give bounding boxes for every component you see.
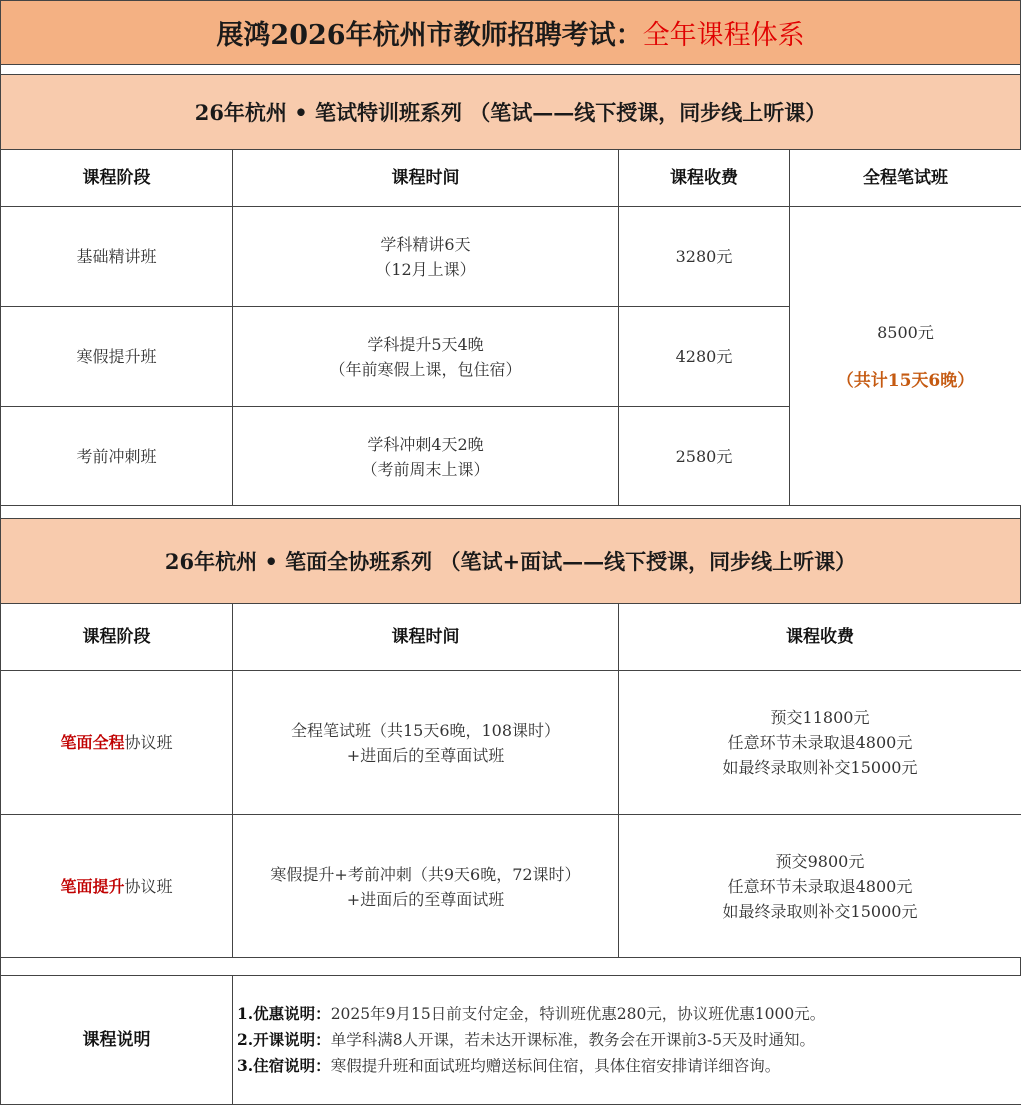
column-header: 课程收费 xyxy=(619,150,790,207)
course-stage: 考前冲刺班 xyxy=(1,407,233,507)
course-time-line: 学科冲刺4天2晚 xyxy=(367,434,484,454)
note-item xyxy=(237,1001,1021,1027)
course-time xyxy=(233,671,619,815)
table-header-row xyxy=(1,604,1021,671)
column-header: 课程时间 xyxy=(233,604,619,671)
course-fee xyxy=(619,815,1021,959)
course-stage: 基础精讲班 xyxy=(1,207,233,307)
course-time xyxy=(233,207,619,307)
course-time xyxy=(233,407,619,507)
notes-content xyxy=(233,976,1021,1105)
column-header: 全程笔试班 xyxy=(790,150,1021,207)
course-time-note: （12月上课） xyxy=(375,259,476,279)
page-title: 展鸿2026年杭州市教师招聘考试： xyxy=(216,20,643,51)
column-header: 课程阶段 xyxy=(1,150,233,207)
note-title: 1.优惠说明： xyxy=(237,1004,331,1023)
full-course-note: （共计15天6晚） xyxy=(836,370,975,391)
column-header: 课程阶段 xyxy=(1,604,233,671)
note-text: 寒假提升班和面试班均赠送标间住宿，具体住宿安排请详细咨询。 xyxy=(330,1057,781,1075)
column-header: 课程收费 xyxy=(619,604,1021,671)
fee-line: 任意环节未录取退4800元 xyxy=(727,877,913,896)
section-title-written-training xyxy=(0,74,1021,150)
table-row xyxy=(1,671,1021,815)
section-title-full-agreement xyxy=(0,518,1021,604)
course-stage xyxy=(1,815,233,959)
stage-highlight: 笔面提升 xyxy=(60,877,125,896)
course-time xyxy=(233,815,619,959)
course-fee: 4280元 xyxy=(619,307,790,407)
full-agreement-table xyxy=(0,603,1021,959)
fee-line: 如最终录取则补交15000元 xyxy=(722,902,918,921)
course-time-line: 学科精讲6天 xyxy=(380,234,471,254)
note-text: 单学科满8人开课，若未达开课标准，教务会在开课前3-5天及时通知。 xyxy=(330,1031,816,1049)
spacer-row xyxy=(0,957,1021,976)
note-title: 2.开课说明： xyxy=(237,1030,331,1049)
stage-suffix: 协议班 xyxy=(124,877,173,896)
course-fee: 3280元 xyxy=(619,207,790,307)
page-header xyxy=(0,0,1021,65)
course-time-line: +进面后的至尊面试班 xyxy=(346,889,505,909)
course-time-note: （年前寒假上课，包住宿） xyxy=(329,359,522,379)
course-stage xyxy=(1,671,233,815)
note-item xyxy=(237,1027,1021,1053)
written-training-table xyxy=(0,149,1021,507)
stage-highlight: 笔面全程 xyxy=(60,733,125,752)
page-title-accent: 全年课程体系 xyxy=(642,20,805,51)
course-time-line: 全程笔试班（共15天6晚，108课时） xyxy=(290,720,561,740)
full-course-cell xyxy=(790,207,1021,507)
note-title: 3.住宿说明： xyxy=(237,1056,331,1075)
notes-label: 课程说明 xyxy=(1,976,233,1105)
course-time xyxy=(233,307,619,407)
note-item xyxy=(237,1053,1021,1079)
course-time-line: +进面后的至尊面试班 xyxy=(346,745,505,765)
fee-line: 预交11800元 xyxy=(770,708,870,727)
fee-line: 任意环节未录取退4800元 xyxy=(727,733,913,752)
note-text: 2025年9月15日前支付定金，特训班优惠280元，协议班优惠1000元。 xyxy=(330,1005,826,1023)
course-fee xyxy=(619,671,1021,815)
full-course-price: 8500元 xyxy=(877,322,934,342)
course-fee: 2580元 xyxy=(619,407,790,507)
section-title-text: 26年杭州 • 笔试特训班系列 （笔试——线下授课，同步线上听课） xyxy=(194,100,827,125)
table-row xyxy=(1,815,1021,959)
column-header: 课程时间 xyxy=(233,150,619,207)
section-title-text: 26年杭州 • 笔面全协班系列 （笔试+面试——线下授课，同步线上听课） xyxy=(164,549,857,574)
course-time-note: （考前周末上课） xyxy=(361,459,490,479)
course-stage: 寒假提升班 xyxy=(1,307,233,407)
course-notes-table xyxy=(0,975,1021,1105)
table-row xyxy=(1,207,1021,307)
notes-row xyxy=(1,976,1021,1105)
fee-line: 如最终录取则补交15000元 xyxy=(722,758,918,777)
spacer-row xyxy=(0,505,1021,519)
stage-suffix: 协议班 xyxy=(124,733,173,752)
table-header-row xyxy=(1,150,1021,207)
course-time-line: 学科提升5天4晚 xyxy=(367,334,484,354)
fee-line: 预交9800元 xyxy=(775,852,865,871)
course-time-line: 寒假提升+考前冲刺（共9天6晚，72课时） xyxy=(270,864,581,884)
